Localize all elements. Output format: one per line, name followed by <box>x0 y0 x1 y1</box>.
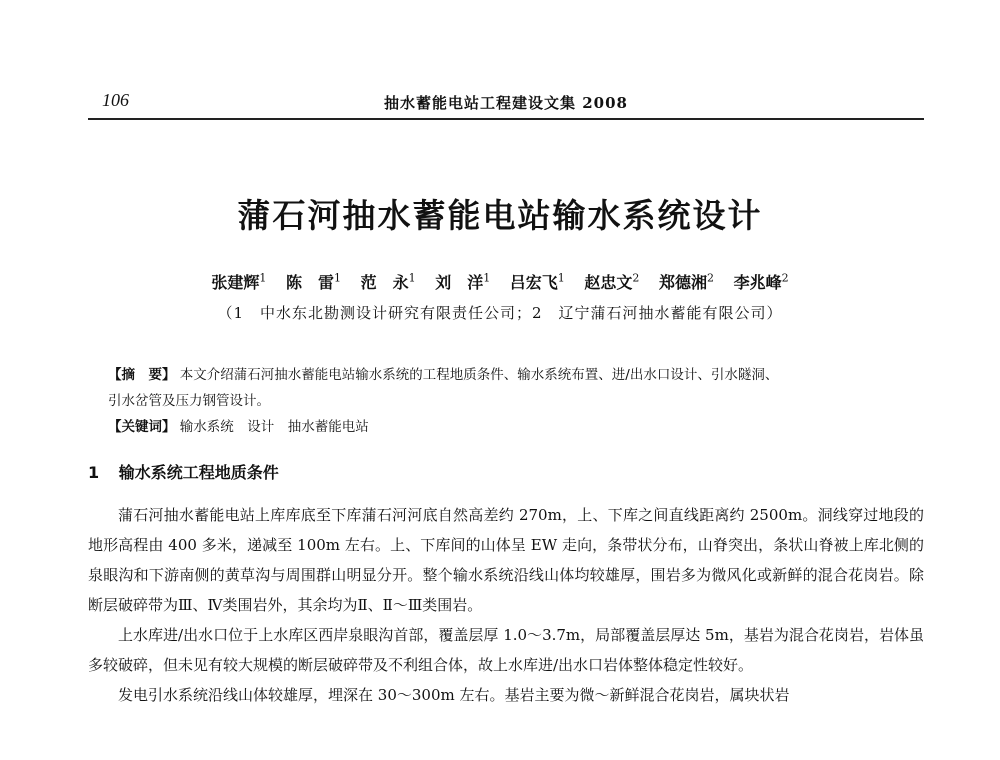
journal-title: 抽水蓄能电站工程建设文集 2008 <box>384 94 628 112</box>
section-title: 输水系统工程地质条件 <box>118 463 279 482</box>
author-list <box>0 270 1000 293</box>
author: 张建辉$^1$ <box>211 271 267 292</box>
keywords <box>108 414 908 440</box>
author: 吕宏飞$^1$ <box>509 271 565 292</box>
paragraph: 上水库进/出水口位于上水库区西岸泉眼沟首部，覆盖层厚 1.0～3.7m，局部覆盖层厚达 5m，基岩为混合花岗岩，岩体虽多较破碎，但未见有较大规模的断层破碎带及不利组合体，故上水库进/出水口岩体整体稳定性较好。 <box>88 626 924 674</box>
abstract-label: 【摘 要】 <box>108 367 176 383</box>
author: 赵忠文$^2$ <box>584 271 640 292</box>
page-number: 106 <box>102 90 129 110</box>
page-header <box>88 88 924 120</box>
author: 郑德湘$^2$ <box>658 271 714 292</box>
author: 陈 雷$^1$ <box>286 271 342 292</box>
section-heading <box>88 460 279 483</box>
affiliations: （1 中水东北勘测设计研究有限责任公司；2 辽宁蒲石河抽水蓄能有限公司） <box>217 304 783 322</box>
body-text <box>88 500 924 710</box>
abstract-block <box>108 362 908 440</box>
abstract <box>108 362 908 388</box>
paragraph: 发电引水系统沿线山体较雄厚，埋深在 30～300m 左右。基岩主要为微～新鲜混合花岗岩，属块状岩 <box>118 686 790 704</box>
author: 刘 洋$^1$ <box>435 271 491 292</box>
author: 范 永$^1$ <box>360 271 416 292</box>
abstract-text-cont: 引水岔管及压力钢管设计。 <box>108 393 270 409</box>
keywords-text: 输水系统 设计 抽水蓄能电站 <box>179 419 369 435</box>
paragraph: 蒲石河抽水蓄能电站上库库底至下库蒲石河河底自然高差约 270m，上、下库之间直线距离约 2500m。洞线穿过地段的地形高程由 400 多米，递减至 100m 左右。上、下库间的山体呈 EW 走向，条带状分布，山脊突出，条状山脊被上库北侧的泉眼沟和下游南侧的黄草沟与周围群山明显分开。整个输水系统沿线山体均较雄厚，围岩多为微风化或新鲜的混合花岗岩。除断层破碎带为Ⅲ、Ⅳ类围岩外，其余均为Ⅱ、Ⅱ～Ⅲ类围岩。 <box>88 506 924 614</box>
author: 李兆峰$^2$ <box>733 271 789 292</box>
paper-title: 蒲石河抽水蓄能电站输水系统设计 <box>237 196 763 235</box>
section-number: 1 <box>88 463 100 482</box>
keywords-label: 【关键词】 <box>108 419 176 435</box>
abstract-text: 本文介绍蒲石河抽水蓄能电站输水系统的工程地质条件、输水系统布置、进/出水口设计、引水隧洞、 <box>179 367 779 383</box>
